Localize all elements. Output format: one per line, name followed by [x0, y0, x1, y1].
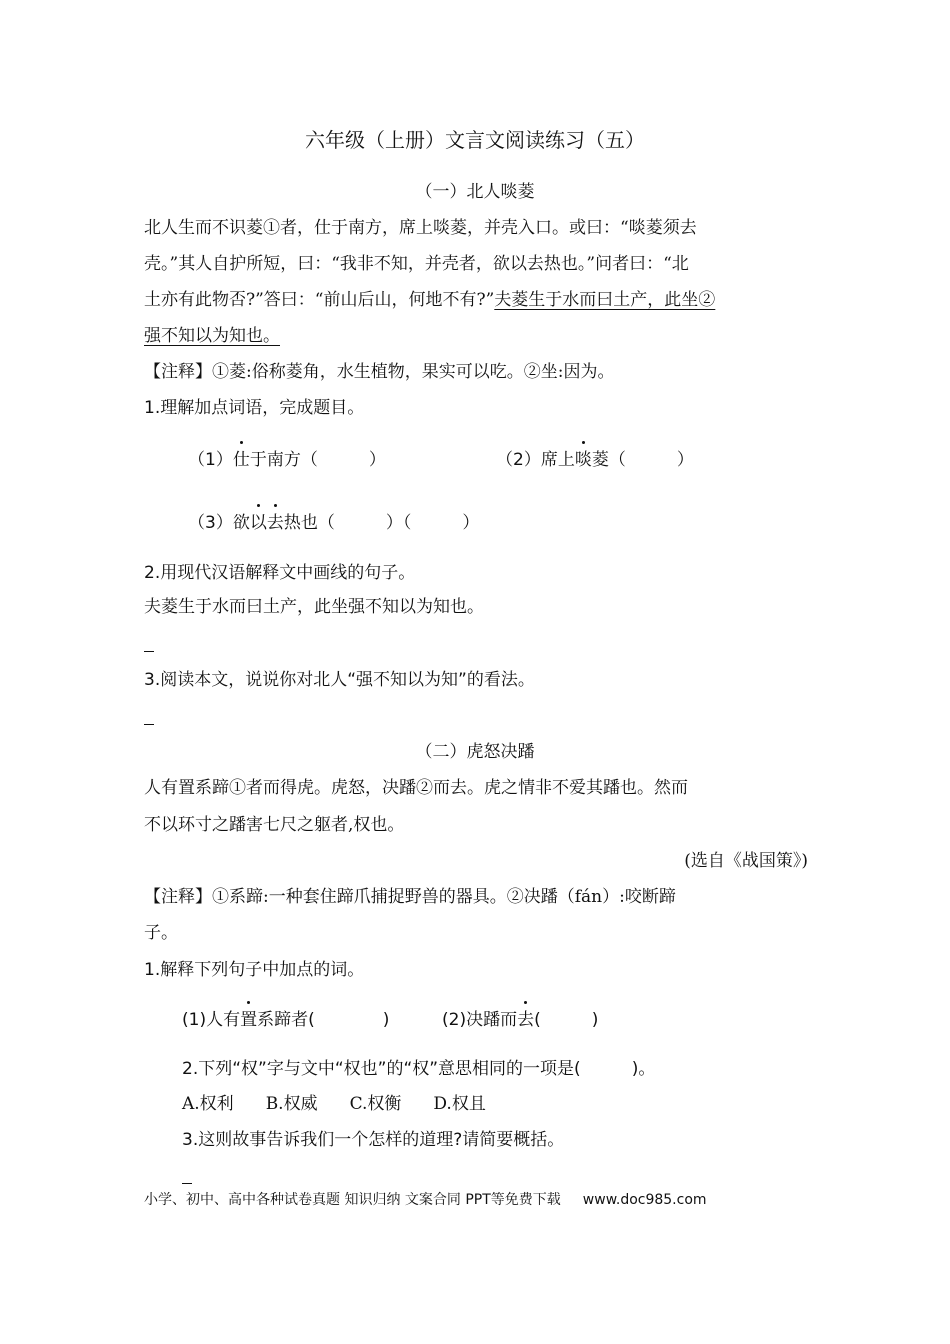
section1-question-3: 3.阅读本文，说说你对北人“强不知以为知”的看法。 — [144, 670, 535, 690]
footer — [144, 1190, 824, 1210]
option-c: C.权衡 — [349, 1094, 402, 1114]
section1-q1-item-1: （1）仕于南方（ ） — [188, 450, 386, 470]
section2-note-line-2: 子。 — [144, 923, 178, 943]
section1-para-line-4 — [144, 324, 808, 348]
answer-line — [144, 651, 154, 652]
section2-note-line-1: 【注释】①系蹄:一种套住蹄爪捕捉野兽的器具。②决蹯（fán）:咬断蹄 — [144, 887, 676, 907]
dotted-char: 去 — [266, 513, 284, 533]
section1-heading: （一）北人啖菱 — [415, 182, 535, 202]
section2-q1-item-2: (2)决蹯而去( ) — [442, 1010, 599, 1030]
answer-line — [144, 724, 154, 725]
section2-heading: （二）虎怒决蹯 — [415, 742, 535, 762]
dotted-char: 仕 — [232, 450, 250, 470]
page-title: 六年级（上册）文言文阅读练习（五） — [305, 128, 645, 152]
underlined-sentence-part1: 夫菱生于水而曰土产，此坐② — [494, 290, 716, 310]
section1-para-line-3 — [144, 288, 808, 312]
footer-text: 小学、初中、高中各种试卷真题 知识归纳 文案合同 PPT等免费下载 — [144, 1192, 561, 1208]
section2-options — [182, 1092, 682, 1116]
section2-source: (选自《战国策》) — [684, 851, 808, 871]
dotted-char: 啖 — [574, 450, 592, 470]
section1-note: 【注释】①菱:俗称菱角，水生植物，果实可以吃。②坐:因为。 — [144, 362, 615, 382]
option-b: B.权威 — [265, 1094, 318, 1114]
section2-q1-item-1: (1)人有置系蹄者( ) — [182, 1010, 390, 1030]
dotted-char: 以 — [249, 513, 267, 533]
section1-q2-sentence: 夫菱生于水而曰土产，此坐强不知以为知也。 — [144, 597, 484, 617]
section1-question-1: 1.理解加点词语，完成题目。 — [144, 398, 365, 418]
section2-para-line-1: 人有置系蹄①者而得虎。虎怒，决蹯②而去。虎之情非不爱其蹯也。然而 — [144, 778, 688, 798]
option-d: D.权且 — [433, 1094, 486, 1114]
option-a: A.权利 — [182, 1094, 234, 1114]
section2-para-line-2: 不以环寸之蹯害七尺之躯者,权也。 — [144, 815, 405, 835]
section1-para-line-1: 北人生而不识菱①者，仕于南方，席上啖菱，并壳入口。或曰：“啖菱须去 — [144, 218, 697, 238]
section2-question-1: 1.解释下列句子中加点的词。 — [144, 960, 365, 980]
section1-para-text: 土亦有此物否?”答曰：“前山后山，何地不有?” — [144, 290, 495, 310]
underlined-sentence-part2: 强不知以为知也。 — [144, 326, 280, 346]
section1-para-line-2: 壳。”其人自护所短，曰：“我非不知，并壳者，欲以去热也。”问者曰：“北 — [144, 254, 689, 274]
section1-q1-item-2: （2）席上啖菱（ ） — [496, 450, 694, 470]
section2-question-3: 3.这则故事告诉我们一个怎样的道理?请简要概括。 — [182, 1130, 565, 1150]
section1-q1-item-3: （3）欲以去热也（ ）（ ） — [188, 513, 480, 533]
answer-line — [182, 1183, 192, 1184]
dotted-char: 置 — [240, 1010, 258, 1030]
dotted-char: 去 — [517, 1010, 535, 1030]
section2-question-2: 2.下列“权”字与文中“权也”的“权”意思相同的一项是( )。 — [182, 1059, 656, 1079]
footer-url[interactable]: www.doc985.com — [582, 1192, 707, 1208]
section1-question-2: 2.用现代汉语解释文中画线的句子。 — [144, 563, 416, 583]
